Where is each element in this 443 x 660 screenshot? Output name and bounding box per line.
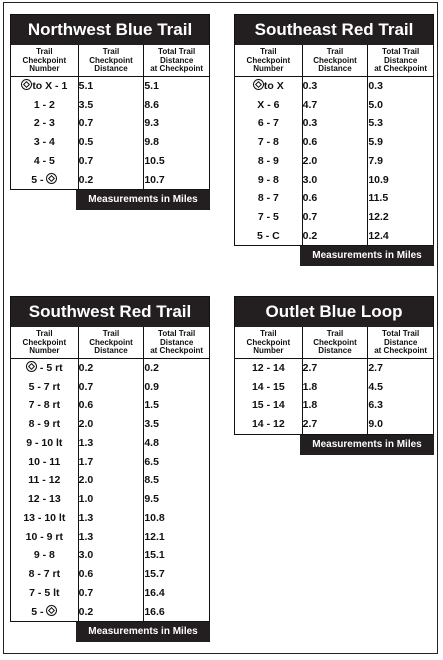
table-row xyxy=(235,114,434,133)
checkpoint-number xyxy=(11,95,79,114)
total-distance: 9.5 xyxy=(144,493,159,506)
measurements-footer: Measurements in Miles xyxy=(76,622,210,642)
total-distance: 16.6 xyxy=(144,605,165,618)
checkpoint-distance: 0.6 xyxy=(302,189,368,208)
trailhead-icon xyxy=(253,79,264,90)
total-distance: 5.9 xyxy=(368,136,383,149)
checkpoint-number-header: Trail Checkpoint Number xyxy=(235,45,303,76)
measurements-footer: Measurements in Miles xyxy=(300,435,434,455)
trail-table-outlet-blue-loop xyxy=(234,296,434,455)
table-row xyxy=(11,76,210,95)
total-distance: 10.9 xyxy=(368,173,389,186)
checkpoint-distance: 0.6 xyxy=(78,396,144,415)
checkpoint-distance: 3.0 xyxy=(78,546,144,565)
trailhead-icon xyxy=(46,605,57,616)
total-distance: 3.5 xyxy=(144,418,159,431)
total-distance: 10.5 xyxy=(144,154,165,167)
total-distance: 0.2 xyxy=(144,361,159,374)
checkpoint-number xyxy=(11,602,79,621)
checkpoint-distance: 2.0 xyxy=(78,471,144,490)
total-distance: 12.4 xyxy=(368,229,389,242)
checkpoint-distance: 2.0 xyxy=(302,152,368,171)
checkpoint-number xyxy=(235,95,303,114)
checkpoint-label: 8 - 9 xyxy=(257,154,279,167)
checkpoint-number xyxy=(235,114,303,133)
checkpoint-label-suffix: to X xyxy=(263,80,284,93)
checkpoint-label-suffix: to X - 1 xyxy=(32,80,68,93)
checkpoint-distance: 0.3 xyxy=(302,76,368,95)
checkpoint-number xyxy=(235,377,303,396)
checkpoint-label: 3 - 4 xyxy=(33,136,55,149)
checkpoint-label: 7 - 8 xyxy=(257,136,279,149)
checkpoint-label: 7 - 8 rt xyxy=(28,399,61,412)
checkpoint-number xyxy=(11,152,79,171)
checkpoint-label: 12 - 13 xyxy=(27,493,61,506)
checkpoint-label: 12 - 14 xyxy=(251,361,285,374)
trail-title: Southeast Red Trail xyxy=(234,14,434,45)
checkpoint-number xyxy=(235,76,303,95)
total-distance: 1.5 xyxy=(144,399,159,412)
table-row xyxy=(235,76,434,95)
checkpoint-number xyxy=(235,358,303,377)
measurements-footer: Measurements in Miles xyxy=(76,190,210,210)
checkpoint-distance: 5.1 xyxy=(78,76,144,95)
checkpoint-label: X - 6 xyxy=(257,98,280,111)
header-row xyxy=(235,45,434,76)
total-distance-header: Total Trail Distance at Checkpoint xyxy=(368,327,434,358)
checkpoint-distance: 1.3 xyxy=(78,434,144,453)
table-row xyxy=(235,152,434,171)
total-distance: 12.1 xyxy=(144,530,165,543)
checkpoint-table xyxy=(10,45,210,190)
table-row xyxy=(11,434,210,453)
checkpoint-label: 7 - 5 xyxy=(257,211,279,224)
checkpoint-label: 9 - 8 xyxy=(257,173,279,186)
trail-title: Southwest Red Trail xyxy=(10,296,210,327)
checkpoint-number xyxy=(11,546,79,565)
checkpoint-table xyxy=(234,45,434,246)
table-row xyxy=(11,358,210,377)
total-distance: 16.4 xyxy=(144,586,165,599)
table-row xyxy=(11,584,210,603)
total-distance: 12.2 xyxy=(368,211,389,224)
checkpoint-distance: 0.6 xyxy=(302,133,368,152)
checkpoint-number xyxy=(235,189,303,208)
table-row xyxy=(235,377,434,396)
checkpoint-number xyxy=(11,490,79,509)
checkpoint-label: 8 - 7 rt xyxy=(28,568,61,581)
checkpoint-distance: 0.7 xyxy=(78,152,144,171)
checkpoint-distance: 4.7 xyxy=(302,95,368,114)
table-row xyxy=(235,189,434,208)
trail-title: Northwest Blue Trail xyxy=(10,14,210,45)
checkpoint-number xyxy=(11,114,79,133)
checkpoint-number xyxy=(235,396,303,415)
checkpoint-number xyxy=(235,152,303,171)
checkpoint-distance: 0.7 xyxy=(78,377,144,396)
checkpoint-label: 9 - 10 lt xyxy=(26,436,63,449)
checkpoint-distance: 1.7 xyxy=(78,452,144,471)
header-row xyxy=(235,327,434,358)
checkpoint-label: 8 - 9 rt xyxy=(28,418,61,431)
total-distance: 5.0 xyxy=(368,98,383,111)
trail-table-southeast-red xyxy=(234,14,434,266)
table-row xyxy=(11,509,210,528)
checkpoint-distance: 2.0 xyxy=(78,415,144,434)
table-row xyxy=(11,415,210,434)
total-distance: 9.0 xyxy=(368,418,383,431)
table-row xyxy=(11,527,210,546)
trail-table-northwest-blue xyxy=(10,14,210,210)
checkpoint-label: 10 - 11 xyxy=(28,455,61,468)
checkpoint-label: 5 - 7 rt xyxy=(28,380,61,393)
checkpoint-number-header: Trail Checkpoint Number xyxy=(235,327,303,358)
checkpoint-number xyxy=(11,565,79,584)
checkpoint-number xyxy=(11,584,79,603)
checkpoint-label: 15 - 14 xyxy=(251,399,285,412)
checkpoint-label: 10 - 9 rt xyxy=(25,530,63,543)
trail-title: Outlet Blue Loop xyxy=(234,296,434,327)
checkpoint-label: 13 - 10 lt xyxy=(23,511,66,524)
table-row xyxy=(235,396,434,415)
checkpoint-number xyxy=(11,133,79,152)
total-distance: 15.1 xyxy=(144,549,165,562)
total-distance: 5.1 xyxy=(144,79,159,92)
total-distance-header: Total Trail Distance at Checkpoint xyxy=(368,45,434,76)
table-row xyxy=(235,95,434,114)
checkpoint-label: 7 - 5 lt xyxy=(29,586,60,599)
checkpoint-distance: 1.8 xyxy=(302,396,368,415)
total-distance: 8.6 xyxy=(144,98,159,111)
total-distance: 7.9 xyxy=(368,154,383,167)
checkpoint-distance: 2.7 xyxy=(302,358,368,377)
checkpoint-number-header: Trail Checkpoint Number xyxy=(11,327,79,358)
total-distance: 0.3 xyxy=(368,79,383,92)
table-row xyxy=(11,471,210,490)
total-distance: 10.8 xyxy=(144,511,165,524)
measurements-footer: Measurements in Miles xyxy=(300,246,434,266)
trailhead-icon xyxy=(21,79,32,90)
checkpoint-number xyxy=(11,377,79,396)
checkpoint-distance: 3.0 xyxy=(302,170,368,189)
checkpoint-distance-header: Trail Checkpoint Distance xyxy=(302,45,368,76)
checkpoint-number xyxy=(11,434,79,453)
trail-table-southwest-red xyxy=(10,296,210,642)
header-row xyxy=(11,45,210,76)
checkpoint-distance: 3.5 xyxy=(78,95,144,114)
checkpoint-number xyxy=(11,76,79,95)
checkpoint-distance: 0.7 xyxy=(78,114,144,133)
checkpoint-distance: 0.7 xyxy=(78,584,144,603)
checkpoint-distance: 0.3 xyxy=(302,114,368,133)
table-row xyxy=(235,415,434,434)
checkpoint-number xyxy=(11,452,79,471)
checkpoint-distance: 1.0 xyxy=(78,490,144,509)
table-row xyxy=(11,170,210,189)
checkpoint-distance: 0.7 xyxy=(302,208,368,227)
checkpoint-label: 8 - 7 xyxy=(257,192,279,205)
checkpoint-distance: 0.2 xyxy=(302,227,368,246)
total-distance: 4.8 xyxy=(144,436,159,449)
table-row xyxy=(11,396,210,415)
checkpoint-distance: 1.3 xyxy=(78,527,144,546)
checkpoint-label: 5 - C xyxy=(256,229,280,242)
checkpoint-number xyxy=(11,471,79,490)
table-row xyxy=(11,602,210,621)
footer-wrap xyxy=(10,622,210,642)
total-distance: 6.5 xyxy=(144,455,159,468)
checkpoint-distance-header: Trail Checkpoint Distance xyxy=(302,327,368,358)
table-row xyxy=(11,565,210,584)
checkpoint-number xyxy=(235,415,303,434)
checkpoint-table xyxy=(234,327,434,435)
total-distance: 8.5 xyxy=(144,474,159,487)
checkpoint-label: 2 - 3 xyxy=(33,117,55,130)
trailhead-icon xyxy=(46,173,57,184)
total-distance: 10.7 xyxy=(144,173,165,186)
checkpoint-label: 11 - 12 xyxy=(28,474,61,487)
checkpoint-number xyxy=(11,415,79,434)
checkpoint-distance: 0.2 xyxy=(78,602,144,621)
total-distance: 9.3 xyxy=(144,117,159,130)
table-row xyxy=(11,490,210,509)
total-distance-header: Total Trail Distance at Checkpoint xyxy=(144,327,210,358)
total-distance: 0.9 xyxy=(144,380,159,393)
checkpoint-number xyxy=(235,133,303,152)
checkpoint-distance: 1.8 xyxy=(302,377,368,396)
total-distance: 11.5 xyxy=(368,192,389,205)
checkpoint-distance: 0.2 xyxy=(78,170,144,189)
checkpoint-label-suffix: - 5 rt xyxy=(36,362,63,375)
checkpoint-distance: 0.5 xyxy=(78,133,144,152)
checkpoint-distance: 1.3 xyxy=(78,509,144,528)
footer-wrap xyxy=(10,190,210,210)
table-row xyxy=(11,452,210,471)
checkpoint-label: 9 - 8 xyxy=(33,549,55,562)
table-row xyxy=(235,358,434,377)
checkpoint-label: 1 - 2 xyxy=(33,98,55,111)
header-row xyxy=(11,327,210,358)
footer-wrap xyxy=(234,246,434,266)
table-row xyxy=(11,377,210,396)
total-distance: 5.3 xyxy=(368,117,383,130)
table-row xyxy=(235,133,434,152)
checkpoint-distance: 2.7 xyxy=(302,415,368,434)
checkpoint-number xyxy=(11,358,79,377)
checkpoint-number xyxy=(11,509,79,528)
checkpoint-label: 5 - xyxy=(31,606,47,619)
checkpoint-label: 4 - 5 xyxy=(33,154,55,167)
trailhead-icon xyxy=(26,361,37,372)
checkpoint-label: 14 - 15 xyxy=(251,380,285,393)
checkpoint-distance: 0.2 xyxy=(78,358,144,377)
table-row xyxy=(11,152,210,171)
checkpoint-label: 14 - 12 xyxy=(251,418,285,431)
footer-wrap xyxy=(234,435,434,455)
table-row xyxy=(235,227,434,246)
checkpoint-number xyxy=(11,396,79,415)
table-row xyxy=(235,208,434,227)
total-distance: 9.8 xyxy=(144,136,159,149)
checkpoint-number-header: Trail Checkpoint Number xyxy=(11,45,79,76)
total-distance: 15.7 xyxy=(144,568,165,581)
checkpoint-table xyxy=(10,327,210,622)
table-row xyxy=(11,133,210,152)
table-row xyxy=(11,546,210,565)
checkpoint-number xyxy=(235,170,303,189)
checkpoint-distance-header: Trail Checkpoint Distance xyxy=(78,45,144,76)
table-row xyxy=(11,114,210,133)
checkpoint-number xyxy=(11,527,79,546)
checkpoint-distance: 0.6 xyxy=(78,565,144,584)
total-distance: 4.5 xyxy=(368,380,383,393)
checkpoint-distance-header: Trail Checkpoint Distance xyxy=(78,327,144,358)
table-row xyxy=(11,95,210,114)
table-row xyxy=(235,170,434,189)
total-distance-header: Total Trail Distance at Checkpoint xyxy=(144,45,210,76)
checkpoint-number xyxy=(11,170,79,189)
checkpoint-label: 6 - 7 xyxy=(257,117,279,130)
checkpoint-number xyxy=(235,208,303,227)
total-distance: 6.3 xyxy=(368,399,383,412)
checkpoint-label: 5 - xyxy=(31,174,47,187)
checkpoint-number xyxy=(235,227,303,246)
total-distance: 2.7 xyxy=(368,361,383,374)
